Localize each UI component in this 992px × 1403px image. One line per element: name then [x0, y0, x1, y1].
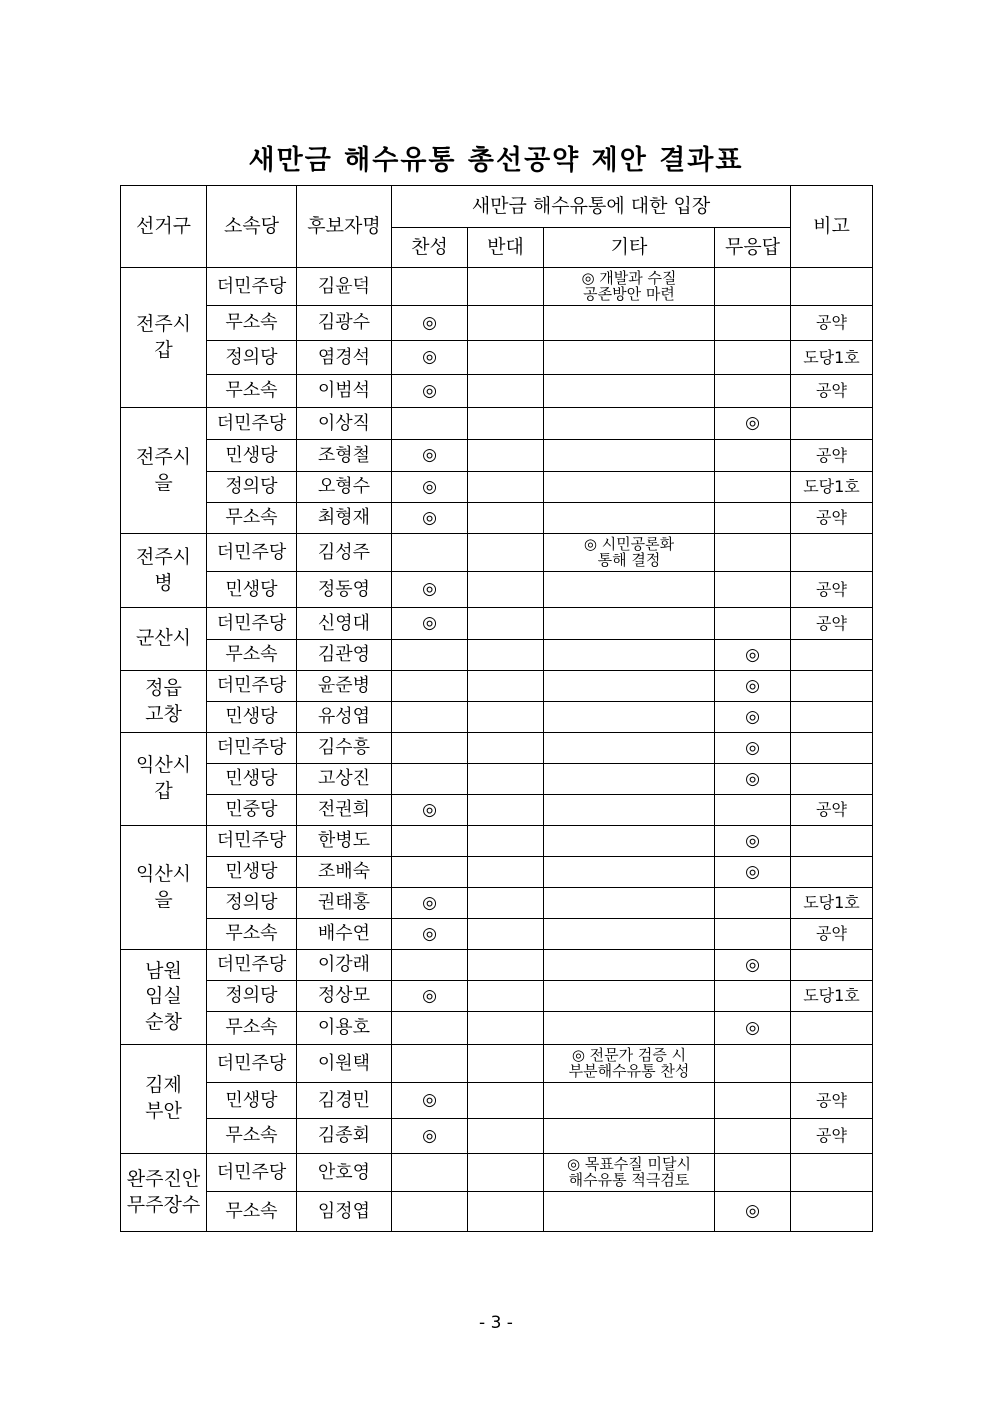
district-name-line: 을 — [154, 471, 173, 494]
candidate-cell: 최형재 — [297, 503, 392, 534]
remark-cell: 공약 — [791, 795, 873, 826]
oppose-cell — [468, 702, 544, 733]
other-note-line: 통해 결정 — [597, 550, 661, 569]
remark-cell: 공약 — [791, 503, 873, 534]
candidate-cell: 배수연 — [297, 919, 392, 950]
agree-cell: ◎ — [392, 572, 468, 608]
no-response-cell: ◎ — [715, 1192, 791, 1232]
other-cell — [544, 472, 715, 503]
oppose-cell — [468, 795, 544, 826]
oppose-cell — [468, 857, 544, 888]
table-row — [121, 608, 873, 640]
table-row — [121, 1192, 873, 1232]
no-response-cell — [715, 1119, 791, 1154]
district-name-line: 고창 — [145, 702, 182, 725]
party-cell: 더민주당 — [207, 268, 297, 306]
candidate-cell: 정동영 — [297, 572, 392, 608]
no-response-cell — [715, 1154, 791, 1192]
candidate-cell: 이상직 — [297, 408, 392, 440]
candidate-cell: 조배숙 — [297, 857, 392, 888]
district-name-line: 전주시 — [135, 445, 192, 468]
remark-cell: 도당1호 — [791, 981, 873, 1012]
remark-cell: 공약 — [791, 306, 873, 341]
no-response-cell — [715, 572, 791, 608]
oppose-cell — [468, 1119, 544, 1154]
agree-cell — [392, 702, 468, 733]
candidate-cell: 권태홍 — [297, 888, 392, 919]
table-row — [121, 826, 873, 857]
other-cell — [544, 981, 715, 1012]
oppose-cell — [468, 764, 544, 795]
oppose-cell — [468, 306, 544, 341]
other-cell — [544, 375, 715, 408]
party-cell: 정의당 — [207, 472, 297, 503]
agree-cell: ◎ — [392, 375, 468, 408]
candidate-cell: 한병도 — [297, 826, 392, 857]
agree-cell: ◎ — [392, 503, 468, 534]
other-cell — [544, 702, 715, 733]
district-name-line: 완주진안 — [126, 1167, 201, 1190]
district-name-line: 갑 — [154, 338, 173, 361]
no-response-cell — [715, 888, 791, 919]
remark-cell — [791, 1045, 873, 1083]
district-cell — [121, 950, 207, 1045]
remark-cell: 공약 — [791, 1083, 873, 1119]
other-note-line: ◎ 개발과 수질 — [581, 268, 677, 287]
agree-cell: ◎ — [392, 472, 468, 503]
other-cell — [544, 919, 715, 950]
party-cell: 민생당 — [207, 440, 297, 472]
agree-cell — [392, 1012, 468, 1045]
oppose-cell — [468, 950, 544, 981]
candidate-cell: 김성주 — [297, 534, 392, 572]
no-response-cell — [715, 608, 791, 640]
candidate-cell: 이용호 — [297, 1012, 392, 1045]
remark-cell — [791, 268, 873, 306]
party-cell: 민생당 — [207, 1083, 297, 1119]
table-row — [121, 888, 873, 919]
no-response-cell — [715, 1083, 791, 1119]
no-response-cell — [715, 268, 791, 306]
party-cell: 더민주당 — [207, 733, 297, 764]
agree-cell: ◎ — [392, 1119, 468, 1154]
party-cell: 민중당 — [207, 795, 297, 826]
remark-cell — [791, 826, 873, 857]
district-name-line: 전주시 — [135, 312, 192, 335]
remark-cell — [791, 1192, 873, 1232]
table-row — [121, 981, 873, 1012]
header-position-group: 새만금 해수유통에 대한 입장 — [392, 186, 791, 228]
agree-cell — [392, 1045, 468, 1083]
table-row — [121, 440, 873, 472]
no-response-cell — [715, 375, 791, 408]
candidate-cell: 김수흥 — [297, 733, 392, 764]
other-cell — [544, 1012, 715, 1045]
remark-cell: 공약 — [791, 1119, 873, 1154]
district-name-line: 갑 — [154, 780, 173, 802]
oppose-cell — [468, 572, 544, 608]
table-row — [121, 503, 873, 534]
other-note-line: 해수유통 적극검토 — [568, 1170, 690, 1189]
district-cell — [121, 1154, 207, 1232]
candidate-cell: 윤준병 — [297, 671, 392, 702]
no-response-cell: ◎ — [715, 857, 791, 888]
table-row — [121, 733, 873, 764]
oppose-cell — [468, 733, 544, 764]
table-row — [121, 408, 873, 440]
remark-cell: 도당1호 — [791, 341, 873, 375]
district-cell — [121, 408, 207, 534]
no-response-cell: ◎ — [715, 702, 791, 733]
other-cell — [544, 764, 715, 795]
agree-cell: ◎ — [392, 608, 468, 640]
agree-cell — [392, 268, 468, 306]
no-response-cell — [715, 1045, 791, 1083]
remark-cell — [791, 857, 873, 888]
district-name-line: 남원 — [145, 959, 182, 982]
oppose-cell — [468, 408, 544, 440]
other-note-line: ◎ 목표수질 미달시 — [566, 1154, 692, 1173]
district-cell — [121, 268, 207, 408]
table-row — [121, 702, 873, 733]
remark-cell: 공약 — [791, 608, 873, 640]
other-cell — [544, 671, 715, 702]
other-cell — [544, 1045, 715, 1083]
table-row — [121, 764, 873, 795]
no-response-cell: ◎ — [715, 764, 791, 795]
other-note-line: ◎ 전문가 검증 시 — [571, 1045, 687, 1064]
agree-cell — [392, 1154, 468, 1192]
oppose-cell — [468, 440, 544, 472]
party-cell: 무소속 — [207, 503, 297, 534]
other-cell — [544, 268, 715, 306]
oppose-cell — [468, 1083, 544, 1119]
remark-cell — [791, 764, 873, 795]
no-response-cell — [715, 919, 791, 950]
table-row — [121, 375, 873, 408]
table-row — [121, 268, 873, 306]
candidate-cell: 고상진 — [297, 764, 392, 795]
table-row — [121, 1154, 873, 1192]
district-name-line: 김제 — [145, 1074, 182, 1097]
other-note-line: ◎ 시민공론화 — [583, 534, 675, 553]
district-cell — [121, 671, 207, 733]
party-cell: 무소속 — [207, 1012, 297, 1045]
table-body — [121, 268, 873, 1232]
table-row — [121, 671, 873, 702]
party-cell: 정의당 — [207, 981, 297, 1012]
table-row — [121, 857, 873, 888]
candidate-cell: 이원택 — [297, 1045, 392, 1083]
no-response-cell — [715, 472, 791, 503]
table-row — [121, 534, 873, 572]
other-cell — [544, 408, 715, 440]
no-response-cell — [715, 795, 791, 826]
other-cell — [544, 826, 715, 857]
remark-cell — [791, 640, 873, 671]
other-cell — [544, 440, 715, 472]
oppose-cell — [468, 1045, 544, 1083]
no-response-cell: ◎ — [715, 671, 791, 702]
header-other: 기타 — [544, 228, 715, 268]
table-row — [121, 341, 873, 375]
page-title: 새만금 해수유통 총선공약 제안 결과표 — [248, 145, 744, 176]
header-oppose: 반대 — [468, 228, 544, 268]
results-table — [120, 185, 873, 1232]
remark-cell: 공약 — [791, 919, 873, 950]
agree-cell: ◎ — [392, 440, 468, 472]
other-cell — [544, 950, 715, 981]
district-name-line: 병 — [154, 571, 173, 594]
party-cell: 민생당 — [207, 702, 297, 733]
party-cell: 정의당 — [207, 341, 297, 375]
candidate-cell: 임정엽 — [297, 1192, 392, 1232]
table-row — [121, 306, 873, 341]
oppose-cell — [468, 341, 544, 375]
candidate-cell: 김경민 — [297, 1083, 392, 1119]
oppose-cell — [468, 826, 544, 857]
candidate-cell: 안호영 — [297, 1154, 392, 1192]
party-cell: 더민주당 — [207, 671, 297, 702]
other-cell — [544, 857, 715, 888]
table-row — [121, 919, 873, 950]
no-response-cell — [715, 440, 791, 472]
agree-cell — [392, 671, 468, 702]
agree-cell: ◎ — [392, 795, 468, 826]
candidate-cell: 이범석 — [297, 375, 392, 408]
party-cell: 무소속 — [207, 1192, 297, 1232]
oppose-cell — [468, 268, 544, 306]
agree-cell — [392, 640, 468, 671]
district-cell — [121, 608, 207, 671]
agree-cell — [392, 950, 468, 981]
table-row — [121, 1119, 873, 1154]
remark-cell — [791, 1154, 873, 1192]
other-cell — [544, 572, 715, 608]
oppose-cell — [468, 640, 544, 671]
party-cell: 더민주당 — [207, 534, 297, 572]
oppose-cell — [468, 919, 544, 950]
oppose-cell — [468, 375, 544, 408]
party-cell: 무소속 — [207, 306, 297, 341]
other-cell — [544, 503, 715, 534]
party-cell: 더민주당 — [207, 408, 297, 440]
oppose-cell — [468, 608, 544, 640]
district-name-line: 익산시 — [135, 754, 192, 777]
other-cell — [544, 534, 715, 572]
district-cell — [121, 826, 207, 950]
table-row — [121, 795, 873, 826]
header-remarks: 비고 — [791, 186, 873, 268]
no-response-cell — [715, 503, 791, 534]
candidate-cell: 유성엽 — [297, 702, 392, 733]
other-cell — [544, 306, 715, 341]
no-response-cell — [715, 341, 791, 375]
party-cell: 민생당 — [207, 764, 297, 795]
district-name-line: 부안 — [145, 1100, 182, 1122]
header-party: 소속당 — [207, 186, 297, 268]
no-response-cell: ◎ — [715, 950, 791, 981]
other-cell — [544, 1083, 715, 1119]
candidate-cell: 이강래 — [297, 950, 392, 981]
remark-cell — [791, 1012, 873, 1045]
district-cell — [121, 1045, 207, 1154]
candidate-cell: 오형수 — [297, 472, 392, 503]
candidate-cell: 신영대 — [297, 608, 392, 640]
party-cell: 무소속 — [207, 640, 297, 671]
agree-cell: ◎ — [392, 888, 468, 919]
oppose-cell — [468, 1154, 544, 1192]
party-cell: 무소속 — [207, 919, 297, 950]
table-row — [121, 1045, 873, 1083]
party-cell: 더민주당 — [207, 1045, 297, 1083]
agree-cell — [392, 764, 468, 795]
other-cell — [544, 1192, 715, 1232]
candidate-cell: 전권희 — [297, 795, 392, 826]
other-cell — [544, 608, 715, 640]
district-name-line: 무주장수 — [126, 1193, 201, 1216]
oppose-cell — [468, 671, 544, 702]
candidate-cell: 염경석 — [297, 341, 392, 375]
header-district: 선거구 — [121, 186, 207, 268]
candidate-cell: 김광수 — [297, 306, 392, 341]
oppose-cell — [468, 981, 544, 1012]
party-cell: 더민주당 — [207, 1154, 297, 1192]
oppose-cell — [468, 1012, 544, 1045]
agree-cell: ◎ — [392, 919, 468, 950]
oppose-cell — [468, 534, 544, 572]
remark-cell: 공약 — [791, 375, 873, 408]
oppose-cell — [468, 472, 544, 503]
candidate-cell: 정상모 — [297, 981, 392, 1012]
district-name-line: 전주시 — [135, 545, 192, 568]
district-name-line: 임실 — [145, 985, 182, 1008]
district-cell — [121, 733, 207, 826]
district-cell — [121, 534, 207, 608]
candidate-cell: 김종회 — [297, 1119, 392, 1154]
remark-cell: 공약 — [791, 440, 873, 472]
agree-cell: ◎ — [392, 981, 468, 1012]
agree-cell — [392, 408, 468, 440]
agree-cell — [392, 733, 468, 764]
party-cell: 더민주당 — [207, 950, 297, 981]
candidate-cell: 조형철 — [297, 440, 392, 472]
party-cell: 더민주당 — [207, 826, 297, 857]
no-response-cell: ◎ — [715, 408, 791, 440]
header-agree: 찬성 — [392, 228, 468, 268]
other-cell — [544, 795, 715, 826]
other-cell — [544, 1119, 715, 1154]
remark-cell: 공약 — [791, 572, 873, 608]
other-cell — [544, 1154, 715, 1192]
page-number: - 3 - — [479, 1313, 513, 1333]
district-name-line: 정읍 — [145, 676, 182, 699]
other-cell — [544, 640, 715, 671]
candidate-cell: 김윤덕 — [297, 268, 392, 306]
table-row — [121, 640, 873, 671]
agree-cell: ◎ — [392, 306, 468, 341]
agree-cell — [392, 1192, 468, 1232]
agree-cell: ◎ — [392, 341, 468, 375]
table-row — [121, 950, 873, 981]
agree-cell — [392, 534, 468, 572]
table-row — [121, 1083, 873, 1119]
other-note-line: 공존방안 마련 — [583, 284, 675, 303]
other-cell — [544, 341, 715, 375]
oppose-cell — [468, 503, 544, 534]
table-row — [121, 1012, 873, 1045]
candidate-cell: 김관영 — [297, 640, 392, 671]
party-cell: 민생당 — [207, 572, 297, 608]
no-response-cell — [715, 534, 791, 572]
remark-cell — [791, 671, 873, 702]
oppose-cell — [468, 888, 544, 919]
remark-cell — [791, 702, 873, 733]
district-name-line: 순창 — [145, 1010, 182, 1033]
remark-cell — [791, 950, 873, 981]
agree-cell — [392, 826, 468, 857]
agree-cell — [392, 857, 468, 888]
other-cell — [544, 888, 715, 919]
party-cell: 무소속 — [207, 375, 297, 408]
agree-cell: ◎ — [392, 1083, 468, 1119]
district-name-line: 군산시 — [135, 627, 192, 650]
table-row — [121, 572, 873, 608]
no-response-cell — [715, 306, 791, 341]
party-cell: 민생당 — [207, 857, 297, 888]
district-name-line: 익산시 — [135, 862, 192, 885]
remark-cell — [791, 408, 873, 440]
table-row — [121, 472, 873, 503]
district-name-line: 을 — [154, 888, 173, 911]
oppose-cell — [468, 1192, 544, 1232]
party-cell: 더민주당 — [207, 608, 297, 640]
other-cell — [544, 733, 715, 764]
no-response-cell: ◎ — [715, 733, 791, 764]
party-cell: 정의당 — [207, 888, 297, 919]
remark-cell: 도당1호 — [791, 472, 873, 503]
remark-cell: 도당1호 — [791, 888, 873, 919]
remark-cell — [791, 733, 873, 764]
header-no-response: 무응답 — [715, 228, 791, 268]
no-response-cell: ◎ — [715, 640, 791, 671]
no-response-cell — [715, 981, 791, 1012]
header-candidate: 후보자명 — [297, 186, 392, 268]
party-cell: 무소속 — [207, 1119, 297, 1154]
no-response-cell: ◎ — [715, 826, 791, 857]
other-note-line: 부분해수유통 찬성 — [568, 1061, 690, 1080]
no-response-cell: ◎ — [715, 1012, 791, 1045]
remark-cell — [791, 534, 873, 572]
